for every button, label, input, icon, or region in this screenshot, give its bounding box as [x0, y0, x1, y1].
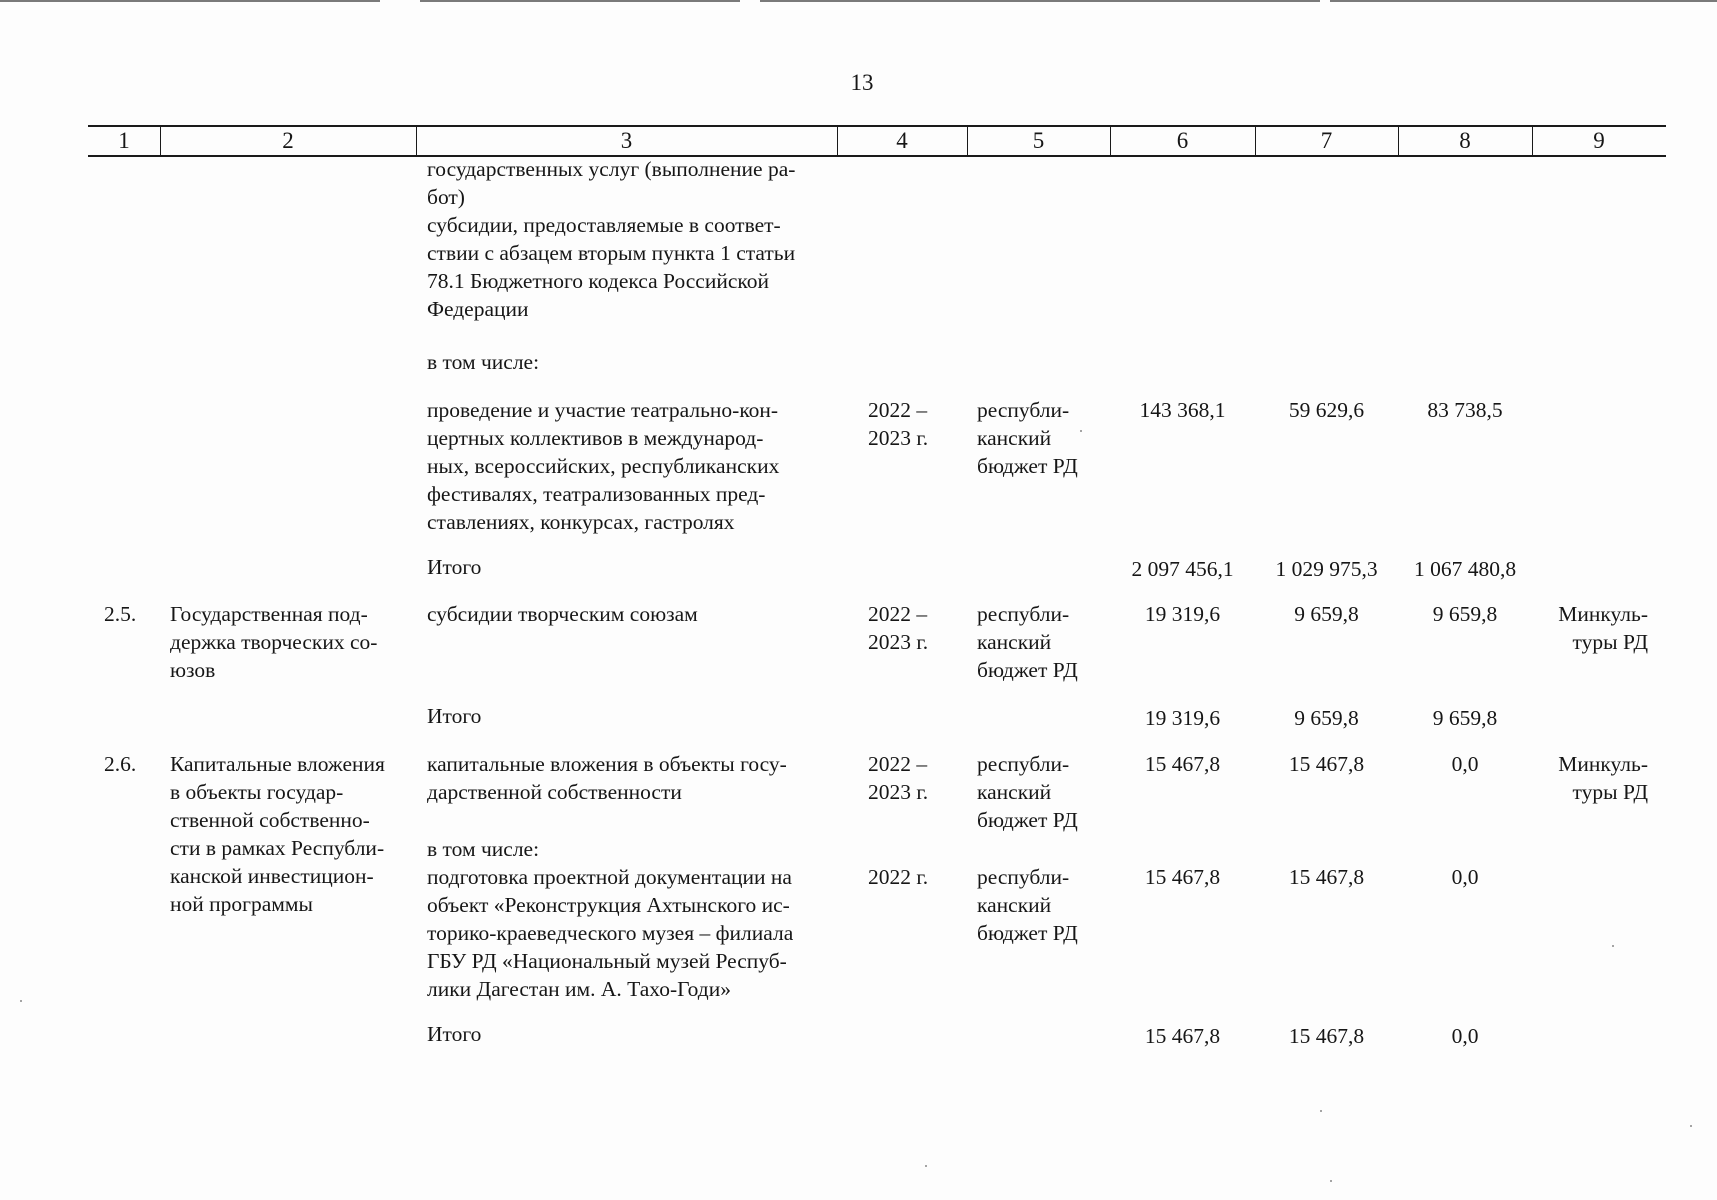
row-number: 2.6. [104, 752, 137, 776]
text-line: государственных услуг (выполнение ра- [427, 157, 796, 181]
in-that-number-label: в том числе: [427, 350, 540, 374]
text-line: проведение и участие театрально-кон- [427, 398, 779, 422]
event-activity-text [427, 396, 827, 536]
row-number: 2.5. [104, 602, 137, 626]
text-line: бот) [427, 185, 465, 209]
text-line: ных, всероссийских, республиканских [427, 454, 780, 478]
amount-total: 19 319,6 [1144, 602, 1221, 626]
scan-speck [1612, 945, 1614, 947]
column-header: 7 [1320, 128, 1333, 153]
text-line: ствии с абзацем вторым пункта 1 статьи [427, 241, 796, 265]
sub-amount-total: 15 467,8 [1144, 865, 1221, 889]
measure-name: Капитальные вложения в объекты государ- ственной собственно- сти в рамках Республи- канской инвестицион- ной программы [170, 752, 385, 916]
amount-2022: 59 629,6 [1288, 398, 1365, 422]
period: 2022 – 2023 г. [868, 398, 929, 450]
scan-edge [1330, 0, 1717, 2]
amount-2022: 15 467,8 [1288, 752, 1365, 776]
activity-text [427, 155, 827, 323]
amount-2023: 83 738,5 [1427, 398, 1503, 422]
total-amount: 2 097 456,1 [1131, 557, 1234, 581]
total-amount: 15 467,8 [1144, 1024, 1221, 1048]
column-header: 2 [282, 128, 294, 153]
total-2022: 15 467,8 [1288, 1024, 1365, 1048]
column-header: 3 [620, 128, 633, 153]
text-line: фестивалях, театрализованных пред- [427, 482, 766, 506]
text-line: цертных коллективов в международ- [427, 426, 764, 450]
scan-speck [925, 1165, 927, 1167]
column-header: 4 [896, 128, 908, 153]
column-header: 6 [1176, 128, 1189, 153]
column-header: 9 [1593, 128, 1605, 153]
amount-total: 143 368,1 [1139, 398, 1226, 422]
sub-amount-2023: 0,0 [1451, 865, 1479, 889]
measure-name: Государственная под- держка творческих со- юзов [170, 602, 378, 682]
total-label: Итого [427, 555, 482, 579]
amount-total: 15 467,8 [1144, 752, 1221, 776]
total-2022: 9 659,8 [1294, 706, 1359, 730]
total-amount: 19 319,6 [1144, 706, 1221, 730]
page-number: 13 [850, 70, 874, 95]
text-line: ставлениях, конкурсах, гастролях [427, 510, 735, 534]
scan-speck [1080, 430, 1082, 432]
total-2023: 9 659,8 [1432, 706, 1498, 730]
sub-amount-2022: 15 467,8 [1288, 865, 1365, 889]
total-label: Итого [427, 704, 482, 728]
scan-speck [1690, 1125, 1692, 1127]
total-2023: 1 067 480,8 [1413, 557, 1517, 581]
scan-edge [760, 0, 1320, 2]
text-line: субсидии, предоставляемые в соответ- [427, 213, 781, 237]
amount-2023: 9 659,8 [1432, 602, 1498, 626]
amount-2023: 0,0 [1451, 752, 1479, 776]
text-line: Федерации [427, 297, 529, 321]
column-header: 5 [1032, 128, 1045, 153]
scan-edge [420, 0, 740, 2]
activity-text: капитальные вложения в объекты госу- дарственной собственности [427, 752, 787, 804]
total-2022: 1 029 975,3 [1275, 557, 1378, 581]
scan-speck [20, 1000, 22, 1002]
funding-source: республи- канский бюджет РД [977, 602, 1078, 682]
text-line: 78.1 Бюджетного кодекса Российской [427, 269, 769, 293]
executor: Минкуль- туры РД [1558, 602, 1648, 654]
amount-2022: 9 659,8 [1294, 602, 1359, 626]
scan-speck [1330, 1180, 1332, 1182]
column-header: 8 [1459, 128, 1471, 153]
column-header: 1 [118, 128, 130, 153]
funding-source: республи- канский бюджет РД [977, 752, 1078, 832]
sub-funding-source: республи- канский бюджет РД [977, 865, 1078, 945]
scan-speck [1320, 1110, 1322, 1112]
activity-text: субсидии творческим союзам [427, 602, 698, 626]
funding-source: республи- канский бюджет РД [977, 398, 1078, 478]
executor: Минкуль- туры РД [1558, 752, 1648, 804]
in-that-number-label: в том числе: [427, 837, 540, 861]
sub-activity-text: подготовка проектной документации на объект «Реконструкция Ахтынского ис- торико-краеведческого музея – филиала ГБУ РД «Национальный музей Респуб- лики Дагестан им. А. Тахо-Годи» [427, 865, 794, 1001]
table-header-bottom-rule [88, 155, 1666, 157]
total-label: Итого [427, 1022, 482, 1046]
sub-period: 2022 г. [868, 865, 929, 889]
total-2023: 0,0 [1451, 1024, 1479, 1048]
scan-edge [0, 0, 380, 2]
period: 2022 – 2023 г. [868, 602, 929, 654]
period: 2022 – 2023 г. [868, 752, 929, 804]
